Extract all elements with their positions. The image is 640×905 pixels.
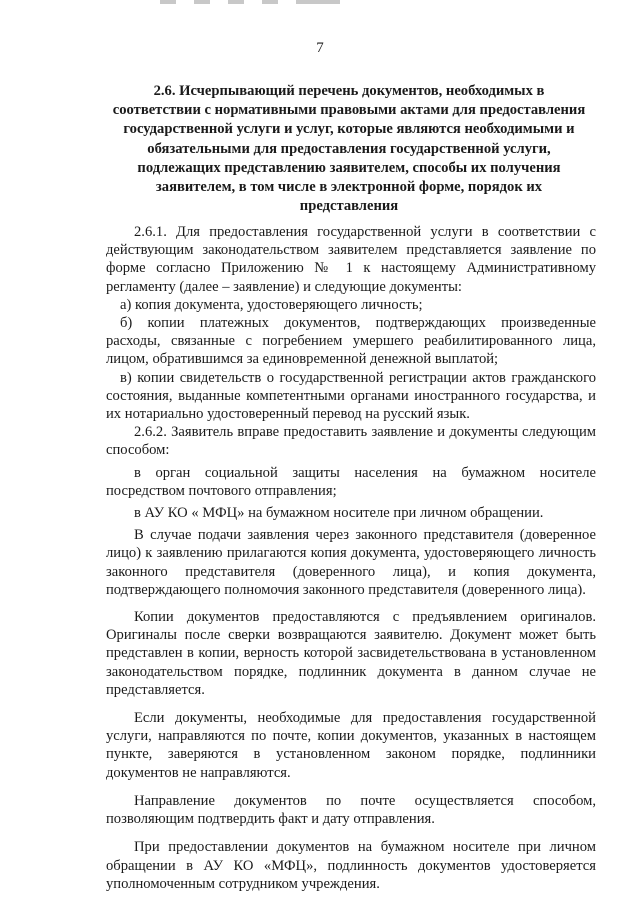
scan-artifact bbox=[160, 0, 380, 5]
paragraph-postal-copies: Если документы, необходимые для предоставления государственной услуги, направляются по почте, копии документов, указанных в настоящем пункте, заверяются в установленном законом порядке, подлинники документов не направляются. bbox=[106, 710, 596, 781]
page-number: 7 bbox=[316, 40, 324, 56]
paragraph-2-6-2: 2.6.2. Заявитель вправе предоставить заявление и документы следующим способом: bbox=[106, 424, 596, 459]
list-item-a: а) копия документа, удостоверяющего личность; bbox=[120, 296, 423, 313]
paragraph-personal-visit: При предоставлении документов на бумажном носителе при личном обращении в АУ КО «МФЦ», подлинность документов удостоверяется уполномоченным сотрудником учреждения. bbox=[106, 839, 596, 892]
paragraph-originals: Копии документов предоставляются с предъявлением оригиналов. Оригиналы после сверки возвращаются заявителю. Документ может быть представлен в копии, верность которой засвидетельствована в установленном законодательством порядке, подлинник документа в данном случае не представляется. bbox=[106, 609, 596, 698]
list-item-v: в) копии свидетельств о государственной регистрации актов гражданского состояния, выданные компетентными органами иностранного государства, и их нотариально удостоверенный перевод на русский язык. bbox=[106, 369, 596, 423]
section-body bbox=[106, 223, 596, 893]
method-mfc: в АУ КО « МФЦ» на бумажном носителе при личном обращении. bbox=[134, 505, 544, 522]
section-heading: 2.6. Исчерпывающий перечень документов, необходимых в соответствии с нормативными правовыми актами для предоставления государственной услуги и услуг, которые являются необходимыми и обязательными для предоставления государственной услуги, подлежащих представлению заявителем, способы их получения заявителем, в том числе в электронной форме, порядок их представления bbox=[112, 83, 586, 215]
list-item-b: б) копии платежных документов, подтверждающих произведенные расходы, связанные с погребением умершего реабилитированного лица, лицом, обратившимся за единовременной денежной выплатой; bbox=[106, 315, 596, 368]
paragraph-postal-method: Направление документов по почте осуществляется способом, позволяющим подтвердить факт и дату отправления. bbox=[106, 792, 596, 828]
method-postal: в орган социальной защиты населения на бумажном носителе посредством почтового отправления; bbox=[106, 464, 596, 499]
paragraph-2-6-1: 2.6.1. Для предоставления государственной услуги в соответствии с действующим законодательством заявителем представляется заявление по форме согласно Приложению № 1 к настоящему Административному регламенту (далее – заявление) и следующие документы: bbox=[106, 224, 596, 295]
paragraph-representative: В случае подачи заявления через законного представителя (доверенное лицо) к заявлению прилагаются копия документа, удостоверяющего личность законного представителя (доверенного лица), и копия документа, подтверждающего полномочия законного представителя (доверенного лица). bbox=[106, 527, 596, 598]
